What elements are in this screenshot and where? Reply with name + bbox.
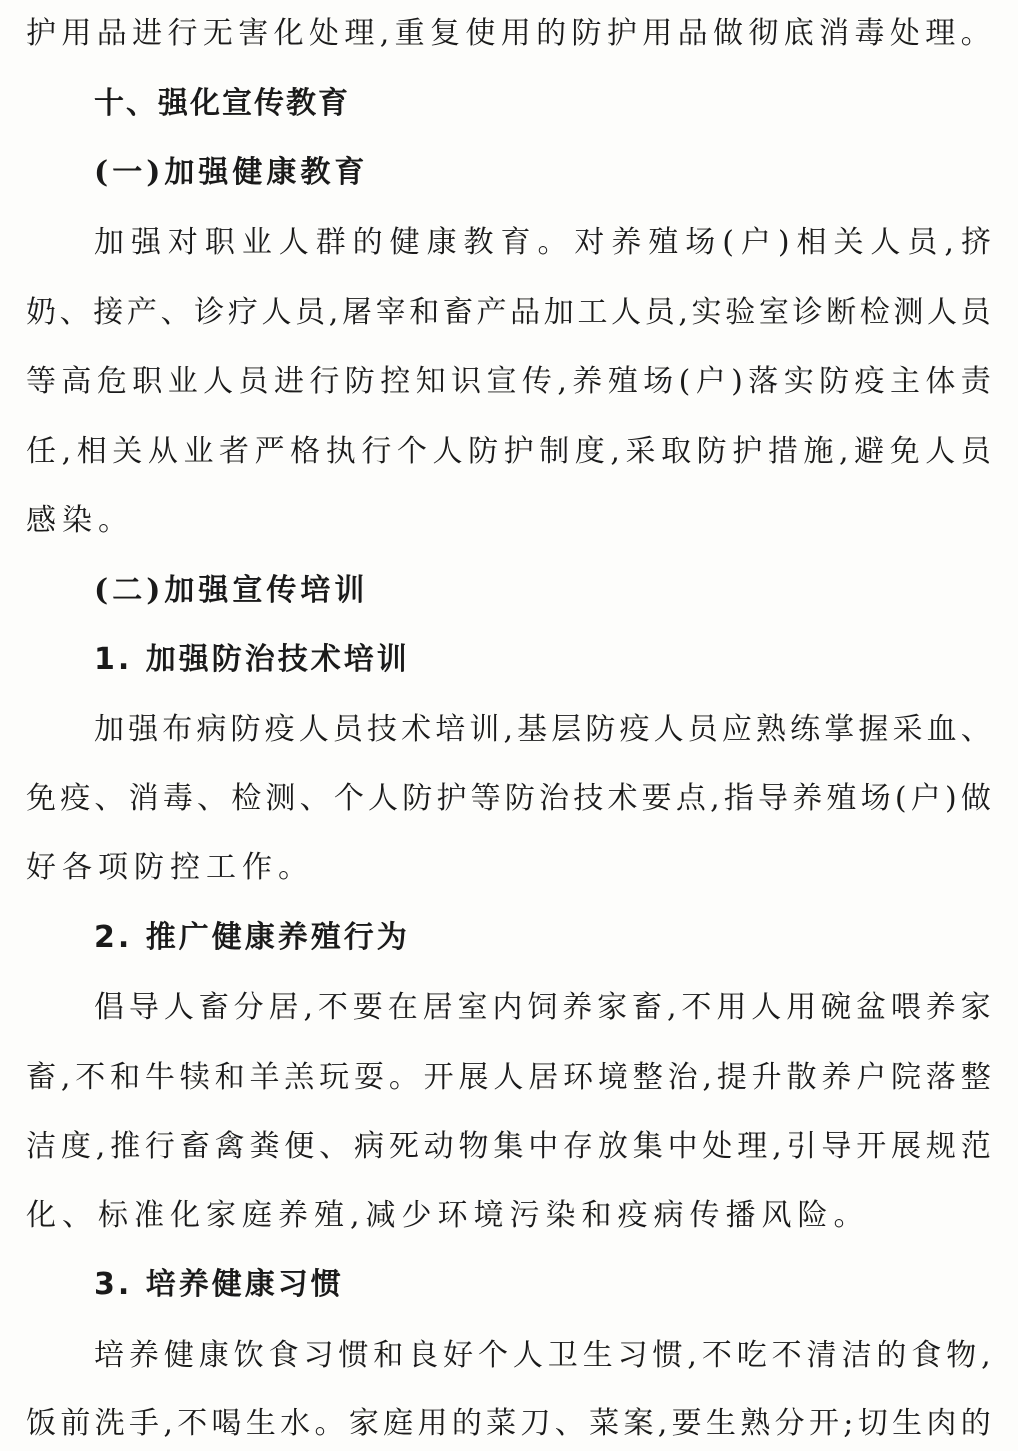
subsection-heading: (二)加强宣传培训 — [94, 573, 369, 608]
body-text-line: 等 高 危 职 业 人 员 进 行 防 控 知 识 宣 传 , 养 殖 场 ( 户 ) 落 实 防 疫 主 体 责 — [26, 364, 992, 399]
body-text-line: 奶 、 接 产 、 诊 疗 人 员 , 屠 宰 和 畜 产 品 加 工 人 员 , 实 验 室 诊 断 检 测 人 员 — [26, 295, 992, 330]
body-text-line: 加 强 对 职 业 人 群 的 健 康 教 育 。 对 养 殖 场 ( 户 ) 相 关 人 员 , 挤 — [94, 225, 992, 260]
item-heading: 2. 推广健康养殖行为 — [94, 920, 410, 955]
body-text-line: 饭 前 洗 手 , 不 喝 生 水 。 家 庭 用 的 菜 刀 、 菜 案 , 要 生 熟 分 开 ; 切 生 肉 的 — [26, 1406, 992, 1441]
item-heading: 3. 培养健康习惯 — [94, 1267, 344, 1302]
section-heading: 十、强化宣传教育 — [94, 86, 350, 121]
body-text-line: 感染。 — [26, 503, 134, 538]
body-text-line: 好各项防控工作。 — [26, 850, 314, 885]
body-text-line: 倡 导 人 畜 分 居 , 不 要 在 居 室 内 饲 养 家 畜 , 不 用 人 用 碗 盆 喂 养 家 — [94, 990, 992, 1025]
item-heading: 1. 加强防治技术培训 — [94, 642, 410, 677]
body-text-line: 加 强 布 病 防 疫 人 员 技 术 培 训 , 基 层 防 疫 人 员 应 熟 练 掌 握 采 血 、 — [94, 712, 992, 747]
body-text-line: 护 用 品 进 行 无 害 化 处 理 , 重 复 使 用 的 防 护 用 品 做 彻 底 消 毒 处 理 。 — [26, 16, 992, 51]
body-text-line: 任 , 相 关 从 业 者 严 格 执 行 个 人 防 护 制 度 , 采 取 防 护 措 施 , 避 免 人 员 — [26, 434, 992, 469]
body-text-line: 洁 度 , 推 行 畜 禽 粪 便 、 病 死 动 物 集 中 存 放 集 中 处 理 , 引 导 开 展 规 范 — [26, 1129, 992, 1164]
body-text-line: 培 养 健 康 饮 食 习 惯 和 良 好 个 人 卫 生 习 惯 , 不 吃 不 清 洁 的 食 物 , — [94, 1338, 992, 1373]
body-text-line: 免 疫 、 消 毒 、 检 测 、 个 人 防 护 等 防 治 技 术 要 点 , 指 导 养 殖 场 ( 户 ) 做 — [26, 781, 992, 816]
subsection-heading: (一)加强健康教育 — [94, 155, 369, 190]
body-text-line: 畜 , 不 和 牛 犊 和 羊 羔 玩 耍 。 开 展 人 居 环 境 整 治 , 提 升 散 养 户 院 落 整 — [26, 1060, 992, 1095]
body-text-line: 化、标准化家庭养殖,减少环境污染和疫病传播风险。 — [26, 1198, 870, 1233]
